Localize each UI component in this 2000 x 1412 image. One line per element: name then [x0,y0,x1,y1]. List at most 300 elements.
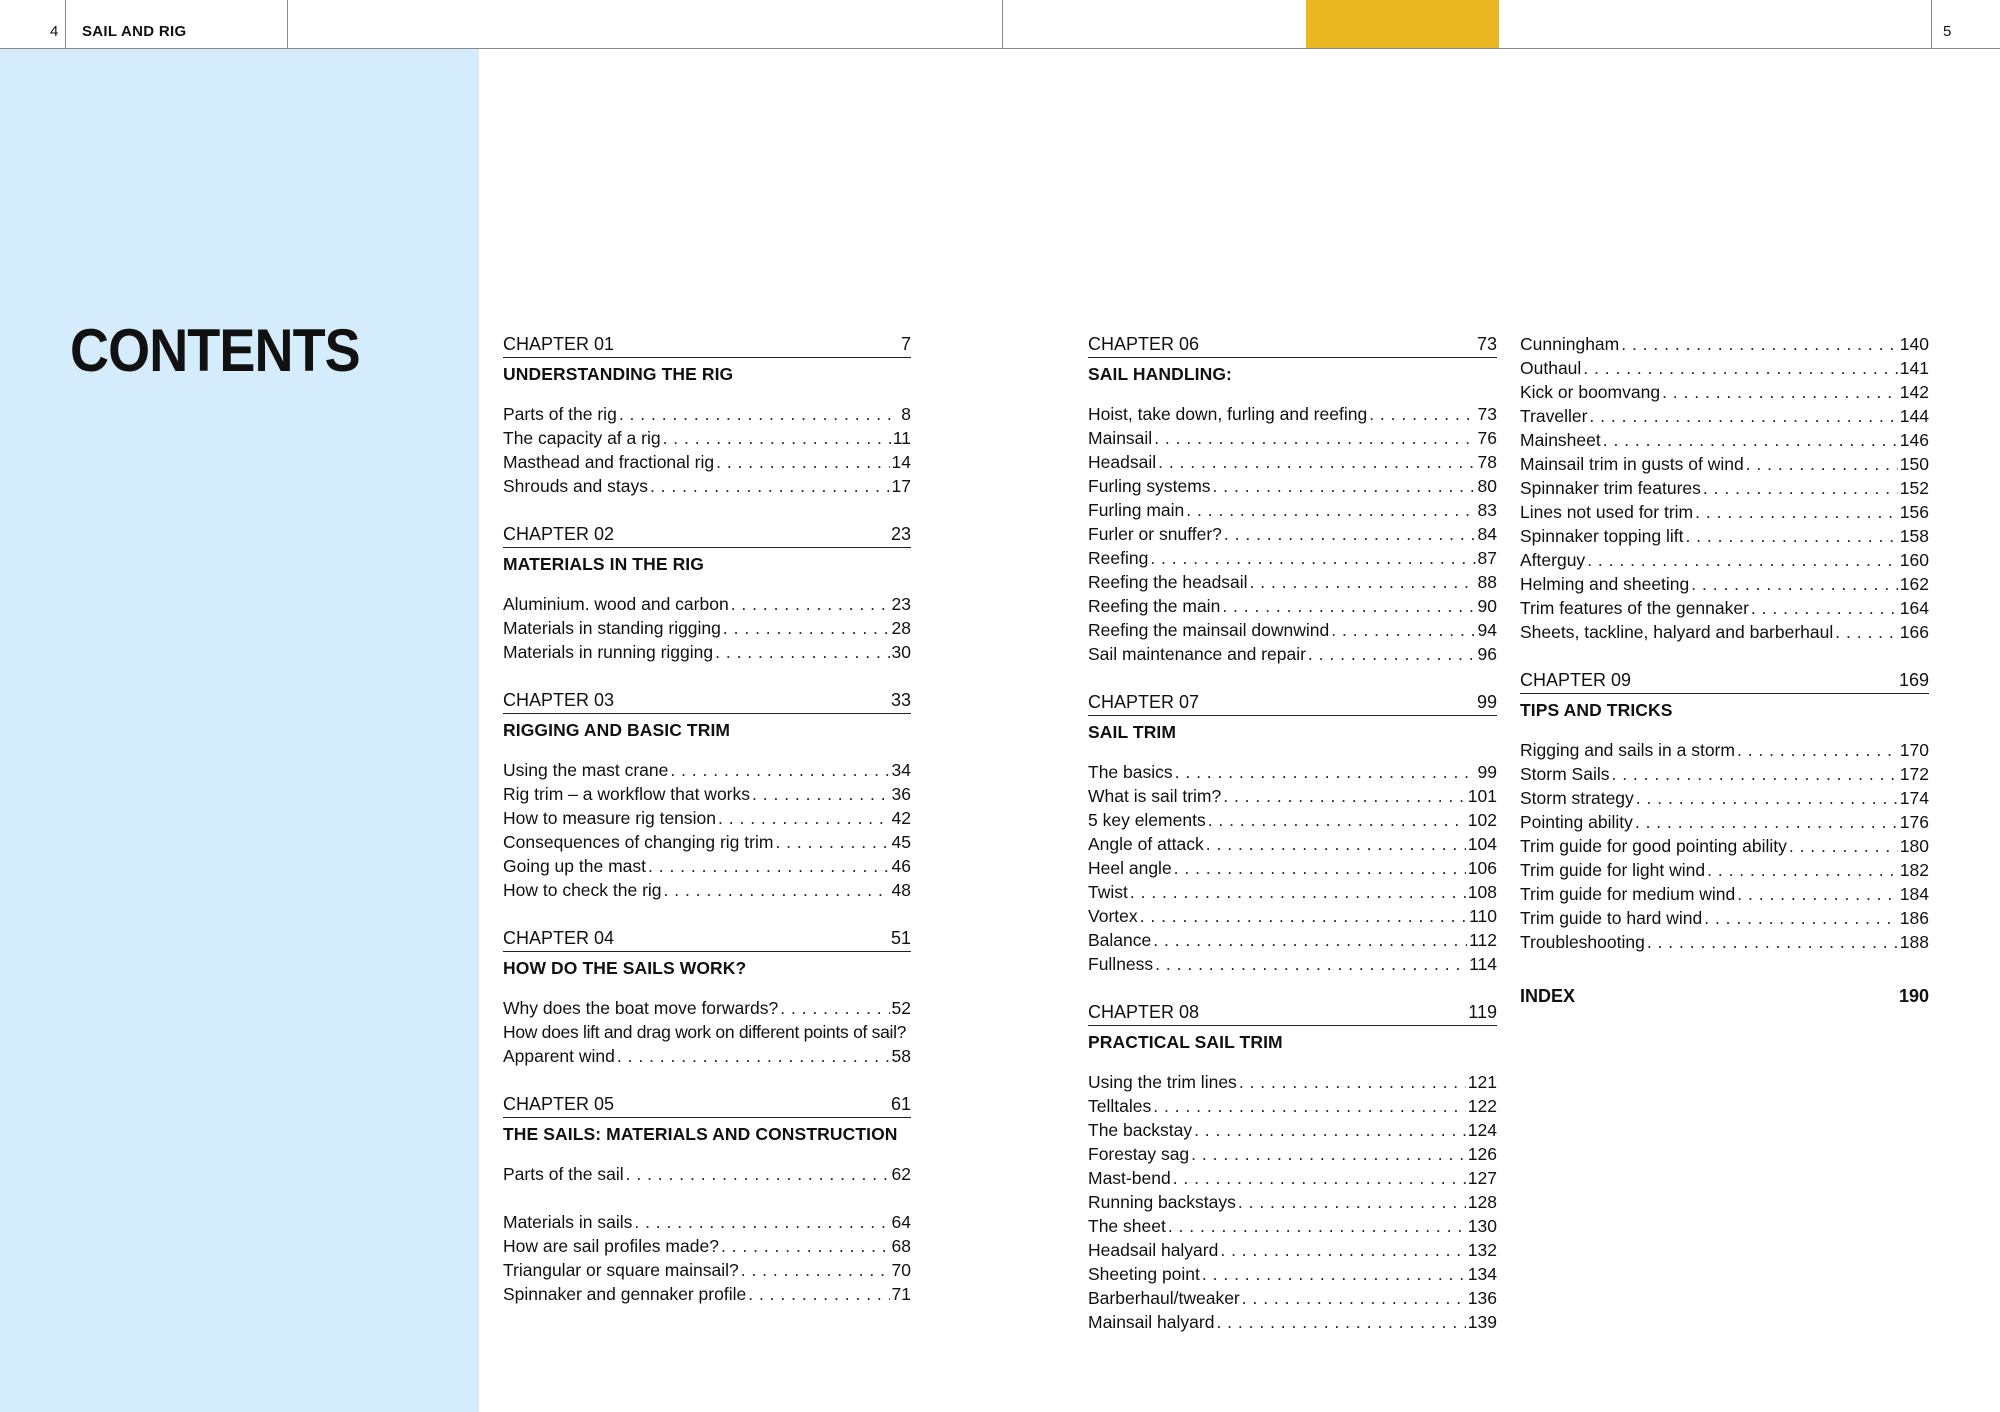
entry-label: Traveller [1520,406,1588,426]
toc-entry[interactable] [503,640,911,664]
leader-dots [723,616,890,640]
entry-page: 94 [1477,620,1497,640]
leader-dots [1369,402,1475,426]
leader-dots [1746,452,1898,476]
entry-label: How to check the rig [503,880,662,900]
entry-page: 121 [1467,1072,1497,1092]
chapter-block [503,926,911,1068]
entry-page: 68 [891,1236,911,1256]
toc-entry[interactable] [1088,570,1497,594]
entry-label: Outhaul [1520,358,1582,378]
entry-page: 76 [1477,428,1497,448]
toc-entry[interactable] [1520,428,1929,452]
chapter-header [503,926,911,952]
leader-dots [617,1044,890,1068]
entry-page: 132 [1467,1240,1497,1260]
toc-entry[interactable] [503,592,911,616]
leader-dots [648,854,890,878]
entry-label: Sheets, tackline, halyard and barberhaul [1520,622,1834,642]
toc-entry[interactable] [503,474,911,498]
leader-dots [718,806,890,830]
chapter-title: RIGGING AND BASIC TRIM [503,720,731,740]
toc-entry[interactable] [503,1162,911,1186]
entry-page: 122 [1467,1096,1497,1116]
toc-entry[interactable] [1088,1310,1497,1334]
leader-dots [721,1234,890,1258]
entry-label: Fullness [1088,954,1154,974]
chapter-number: CHAPTER 09 [1520,670,1632,690]
entry-label: Materials in standing rigging [503,618,721,638]
index-page: 190 [1898,986,1929,1006]
leader-dots [1603,428,1898,452]
entry-label: Twist [1088,882,1128,902]
entry-page: 156 [1899,502,1929,522]
toc-entry[interactable] [1520,476,1929,500]
chapter-header [1088,332,1497,358]
entry-page: 30 [891,642,911,662]
entry-page: 88 [1477,572,1497,592]
chapter-block [503,1092,911,1306]
header-divider [287,0,288,49]
header-divider [65,0,66,49]
entry-label: Parts of the sail [503,1164,624,1184]
toc-entry[interactable] [1520,786,1929,810]
chapter-title: UNDERSTANDING THE RIG [503,364,734,384]
chapter-page: 7 [900,334,911,354]
entry-page: 71 [891,1284,911,1304]
toc-entry[interactable] [1520,930,1929,954]
toc-entry[interactable] [503,758,911,782]
entry-page: 188 [1899,932,1929,952]
entry-page: 64 [891,1212,911,1232]
leader-dots [1216,1310,1465,1334]
toc-entry[interactable] [503,806,911,830]
toc-entry[interactable] [1088,642,1497,666]
leader-dots [731,592,890,616]
leader-dots [1154,426,1475,450]
chapter-title: HOW DO THE SAILS WORK? [503,958,747,978]
leader-dots [775,830,889,854]
toc-entry[interactable] [503,1258,911,1282]
entry-page: 73 [1477,404,1497,424]
entry-page: 170 [1899,740,1929,760]
entry-label: The basics [1088,762,1173,782]
toc-entry[interactable] [1088,1190,1497,1214]
entry-page: 124 [1467,1120,1497,1140]
chapter-header [1088,690,1497,716]
index-entry[interactable] [1520,984,1929,1008]
chapter-title: THE SAILS: MATERIALS AND CONSTRUCTION [503,1124,898,1144]
leader-dots [1331,618,1475,642]
chapter-number: CHAPTER 01 [503,334,615,354]
entry-page: 99 [1477,762,1497,782]
entry-label: Using the mast crane [503,760,669,780]
entry-label: Trim guide for medium wind [1520,884,1736,904]
leader-dots [1611,762,1897,786]
entry-page: 46 [891,856,911,876]
leader-dots [1242,1286,1466,1310]
leader-dots [1704,906,1898,930]
leader-dots [1153,1094,1466,1118]
entry-label: Apparent wind [503,1046,615,1066]
toc-entry[interactable] [1088,1262,1497,1286]
leader-dots [634,1210,889,1234]
leader-dots [619,402,899,426]
leader-dots [1208,808,1466,832]
entry-label: Materials in running rigging [503,642,714,662]
toc-entry[interactable] [1088,546,1497,570]
entry-label: How does lift and drag work on different points of sail? [503,1022,907,1042]
leader-dots [1238,1190,1466,1214]
left-page-number: 4 [50,23,59,40]
entry-label: Hoist, take down, furling and reefing [1088,404,1368,424]
toc-entry[interactable] [503,616,911,640]
entry-label: Lines not used for trim [1520,502,1694,522]
toc-entry[interactable] [1088,498,1497,522]
entry-page: 58 [891,1046,911,1066]
toc-entry[interactable] [1520,524,1929,548]
chapter-header [1520,668,1929,694]
toc-entry[interactable] [1520,548,1929,572]
chapter-block [1088,690,1497,976]
entry-label: Trim features of the gennaker [1520,598,1749,618]
leader-dots [1173,1166,1466,1190]
toc-entry[interactable] [1088,450,1497,474]
entry-page: 158 [1899,526,1929,546]
entry-label: Mainsail trim in gusts of wind [1520,454,1744,474]
entry-page: 150 [1899,454,1929,474]
toc-entry[interactable] [503,830,911,854]
entry-label: 5 key elements [1088,810,1206,830]
leader-dots [1223,784,1466,808]
entry-label: Running backstays [1088,1192,1236,1212]
toc-entry[interactable] [1520,596,1929,620]
leader-dots [1202,1262,1466,1286]
leader-dots [780,996,889,1020]
entry-label: Troubleshooting [1520,932,1645,952]
entry-label: Parts of the rig [503,404,617,424]
entry-label: Spinnaker and gennaker profile [503,1284,747,1304]
chapter-page: 33 [890,690,911,710]
chapter-page: 73 [1476,334,1497,354]
toc-entry[interactable] [1088,618,1497,642]
entry-page: 152 [1899,478,1929,498]
entry-page: 14 [891,452,911,472]
leader-dots [1222,594,1475,618]
chapter-title: SAIL HANDLING: [1088,364,1232,384]
entry-label: Headsail [1088,452,1157,472]
toc-entry[interactable] [503,1282,911,1306]
leader-dots [1158,450,1475,474]
toc-entry[interactable] [1088,1142,1497,1166]
leader-dots [1155,952,1467,976]
toc-entry[interactable] [1088,856,1497,880]
leader-dots [1150,546,1475,570]
entry-page: 11 [892,428,911,448]
entry-page: 34 [891,760,911,780]
toc-entry[interactable] [1520,906,1929,930]
chapter-page: 61 [890,1094,911,1114]
chapter-page: 51 [890,928,911,948]
toc-entry[interactable] [1088,426,1497,450]
header-accent-block [1306,0,1499,48]
leader-dots [1636,786,1898,810]
entry-label: Reefing the mainsail downwind [1088,620,1330,640]
chapter-header [503,688,911,714]
chapter-block [1520,668,1929,1008]
leader-dots [1213,474,1476,498]
page-title: CONTENTS [70,317,360,384]
entry-label: Triangular or square mainsail? [503,1260,739,1280]
toc-entry[interactable] [1088,1286,1497,1310]
entry-page: 126 [1467,1144,1497,1164]
entry-label: Telltales [1088,1096,1152,1116]
leader-dots [1174,856,1466,880]
entry-label: Reefing the headsail [1088,572,1248,592]
toc-entry[interactable] [1088,1070,1497,1094]
leader-dots [1308,642,1476,666]
toc-entry[interactable] [1088,1118,1497,1142]
entry-page: 87 [1477,548,1497,568]
entry-page: 142 [1899,382,1929,402]
toc-entry[interactable] [503,402,911,426]
leader-dots [1737,882,1898,906]
entry-label: How to measure rig tension [503,808,717,828]
entry-page: 104 [1467,834,1497,854]
entry-page: 70 [891,1260,911,1280]
toc-entry[interactable] [1088,522,1497,546]
chapter-number: CHAPTER 03 [503,690,615,710]
entry-label: Rigging and sails in a storm [1520,740,1735,760]
toc-entry[interactable] [503,450,911,474]
leader-dots [1175,760,1476,784]
chapter-header [1088,1000,1497,1026]
toc-entry[interactable] [1520,572,1929,596]
entry-label: Mainsail halyard [1088,1312,1215,1332]
entry-page: 48 [891,880,911,900]
leader-dots [1583,356,1898,380]
entry-label: Trim guide to hard wind [1520,908,1703,928]
chapter-block [1088,332,1497,666]
entry-page: 146 [1899,430,1929,450]
toc-entry[interactable] [1088,784,1497,808]
chapter-page: 169 [1898,670,1929,690]
leader-dots [741,1258,890,1282]
entry-label: Pointing ability [1520,812,1633,832]
toc-entry[interactable] [1088,1238,1497,1262]
leader-dots [626,1162,890,1186]
toc-entry[interactable] [1088,928,1497,952]
entry-page: 83 [1477,500,1497,520]
entry-label: How are sail profiles made? [503,1236,719,1256]
entry-page: 106 [1467,858,1497,878]
entry-page: 36 [891,784,911,804]
leader-dots [1789,834,1898,858]
entry-label: Vortex [1088,906,1138,926]
leader-dots [1186,498,1475,522]
leader-dots [752,782,890,806]
entry-page: 186 [1899,908,1929,928]
entry-page [910,1020,911,1044]
toc-entry[interactable] [1520,858,1929,882]
right-page-number: 5 [1943,23,1952,40]
leader-dots [1751,596,1898,620]
entry-page: 184 [1899,884,1929,904]
entry-label: Reefing the main [1088,596,1221,616]
entry-label: Materials in sails [503,1212,633,1232]
entry-label: Why does the boat move forwards? [503,998,779,1018]
toc-entry[interactable] [1520,332,1929,356]
leader-dots [1130,880,1466,904]
entry-label: Masthead and fractional rig [503,452,715,472]
toc-entry[interactable] [503,1234,911,1258]
toc-entry[interactable] [1520,452,1929,476]
entry-label: Spinnaker trim features [1520,478,1701,498]
chapter-page: 119 [1468,1002,1497,1022]
index-label: INDEX [1520,986,1576,1006]
entry-label: Afterguy [1520,550,1586,570]
entry-label: Sail maintenance and repair [1088,644,1306,664]
toc-entry[interactable] [1088,760,1497,784]
toc-entry[interactable] [1520,762,1929,786]
leader-dots [1589,404,1897,428]
chapter-number: CHAPTER 06 [1088,334,1200,354]
toc-entry[interactable] [1520,834,1929,858]
entry-page: 176 [1899,812,1929,832]
toc-entry[interactable] [1088,952,1497,976]
toc-entry[interactable] [503,1044,911,1068]
toc-entry[interactable] [503,1210,911,1234]
toc-entry[interactable] [1088,402,1497,426]
entry-page: 136 [1467,1288,1497,1308]
entry-page: 52 [891,998,911,1018]
toc-entry[interactable] [503,426,911,450]
entry-label: The sheet [1088,1216,1166,1236]
leader-dots [1737,738,1898,762]
entry-page: 174 [1899,788,1929,808]
toc-entry[interactable] [503,782,911,806]
toc-column-1 [503,332,911,1330]
toc-entry[interactable] [1088,808,1497,832]
entry-page: 8 [901,404,911,424]
chapter-page: 23 [890,524,911,544]
entry-label: Reefing [1088,548,1149,568]
leader-dots [748,1282,889,1306]
leader-dots [1153,928,1467,952]
toc-entry[interactable] [1520,380,1929,404]
entry-page: 130 [1467,1216,1497,1236]
entry-label: Going up the mast [503,856,646,876]
entry-page: 90 [1477,596,1497,616]
leader-dots [1662,380,1898,404]
toc-column-2 [1088,332,1497,1358]
entry-page: 42 [891,808,911,828]
toc-entry[interactable] [1088,1094,1497,1118]
chapter-number: CHAPTER 08 [1088,1002,1200,1022]
entry-page: 112 [1469,930,1497,950]
entry-label: What is sail trim? [1088,786,1222,806]
leader-dots [1191,1142,1466,1166]
entry-page: 23 [891,594,911,614]
leader-dots [1835,620,1898,644]
entry-page: 166 [1899,622,1929,642]
entry-page: 101 [1467,786,1497,806]
toc-entry[interactable] [1088,474,1497,498]
toc-entry[interactable] [1520,404,1929,428]
toc-entry[interactable] [1520,500,1929,524]
chapter-header [503,522,911,548]
toc-entry[interactable] [1088,832,1497,856]
chapter-number: CHAPTER 02 [503,524,615,544]
entry-page: 139 [1467,1312,1497,1332]
entry-label: Using the trim lines [1088,1072,1237,1092]
entry-label: Kick or boomvang [1520,382,1661,402]
entry-label: Trim guide for good pointing ability [1520,836,1787,856]
toc-entry[interactable] [1520,882,1929,906]
leader-dots [1695,500,1898,524]
entry-label: Headsail halyard [1088,1240,1219,1260]
toc-entry[interactable] [503,878,911,902]
entry-page: 78 [1477,452,1497,472]
header-divider [1931,0,1932,49]
entry-page: 108 [1467,882,1497,902]
entry-page: 164 [1899,598,1929,618]
page-header-bar [0,0,2000,49]
left-color-band [0,49,479,1412]
section-title: SAIL AND RIG [82,23,187,40]
entry-page: 144 [1899,406,1929,426]
toc-entry[interactable] [1088,904,1497,928]
toc-entry[interactable] [1088,1166,1497,1190]
toc-entry[interactable] [1088,1214,1497,1238]
chapter-title: SAIL TRIM [1088,722,1177,742]
entry-page: 141 [1899,358,1929,378]
entry-label: The backstay [1088,1120,1193,1140]
entry-label: Storm Sails [1520,764,1610,784]
entry-page: 114 [1469,954,1497,974]
entry-label: Storm strategy [1520,788,1634,808]
toc-entry[interactable] [503,1020,911,1044]
toc-entry[interactable] [1520,810,1929,834]
leader-dots [1691,572,1898,596]
chapter-number: CHAPTER 07 [1088,692,1200,712]
leader-dots [1703,476,1898,500]
toc-entry[interactable] [1088,594,1497,618]
entry-page: 110 [1469,906,1497,926]
entry-page: 17 [891,476,911,496]
leader-dots [650,474,890,498]
leader-dots [1194,1118,1466,1142]
leader-dots [715,640,889,664]
leader-dots [1587,548,1898,572]
chapter-block [503,688,911,902]
entry-page: 182 [1899,860,1929,880]
toc-entry[interactable] [1520,738,1929,762]
toc-entry[interactable] [503,854,911,878]
entry-label: Furler or snuffer? [1088,524,1222,544]
toc-column-3 [1520,332,1929,1032]
entry-page: 96 [1477,644,1497,664]
entry-label: Rig trim – a workflow that works [503,784,751,804]
toc-entry[interactable] [1088,880,1497,904]
entry-label: Balance [1088,930,1152,950]
entry-label: Consequences of changing rig trim [503,832,774,852]
toc-entry[interactable] [503,996,911,1020]
toc-entry[interactable] [1520,620,1929,644]
entry-label: The capacity af a rig [503,428,661,448]
leader-dots [1621,332,1898,356]
toc-entry[interactable] [1520,356,1929,380]
